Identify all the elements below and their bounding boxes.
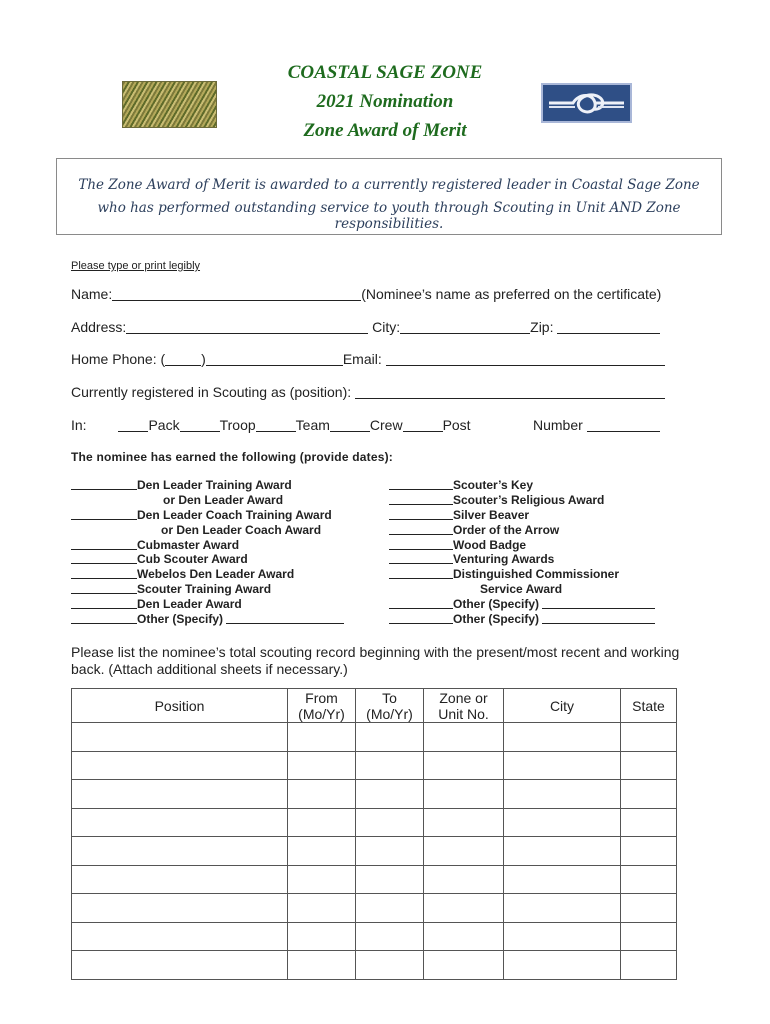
unit-row	[71, 417, 471, 433]
record-instruction: Please list the nominee’s total scouting record beginning with the present/most recent and working back. (Attach additional sheets if necessary.)	[71, 644, 680, 677]
award-item: or Den Leader Award	[163, 492, 284, 507]
table-cell[interactable]	[424, 780, 504, 809]
table-cell[interactable]	[621, 951, 677, 980]
table-cell[interactable]	[424, 894, 504, 923]
table-cell[interactable]	[72, 951, 288, 980]
intro-box	[56, 158, 722, 235]
col-position: Position	[72, 689, 288, 723]
table-row	[72, 723, 677, 752]
table-cell[interactable]	[288, 723, 356, 752]
table-cell[interactable]	[356, 808, 424, 837]
award-item: Service Award	[480, 582, 563, 597]
table-cell[interactable]	[72, 837, 288, 866]
table-cell[interactable]	[621, 894, 677, 923]
specify-field[interactable]	[226, 612, 344, 624]
team-check[interactable]	[256, 417, 296, 432]
award-date-field[interactable]	[71, 582, 137, 594]
table-cell[interactable]	[288, 837, 356, 866]
table-cell[interactable]	[72, 808, 288, 837]
table-cell[interactable]	[504, 723, 621, 752]
table-row	[72, 865, 677, 894]
award-item: Wood Badge	[453, 537, 527, 552]
award-item: Webelos Den Leader Award	[137, 567, 295, 582]
table-cell[interactable]	[504, 808, 621, 837]
table-cell[interactable]	[621, 837, 677, 866]
table-cell[interactable]	[621, 723, 677, 752]
table-cell[interactable]	[288, 808, 356, 837]
table-row	[72, 922, 677, 951]
table-cell[interactable]	[424, 837, 504, 866]
area-code-field[interactable]	[165, 351, 201, 366]
print-instruction: Please type or print legibly	[71, 260, 201, 272]
intro-line-1: The Zone Award of Merit is awarded to a currently registered leader in Coastal Sage Zone	[78, 177, 700, 193]
registered-row	[71, 384, 665, 400]
award-date-field[interactable]	[389, 508, 453, 520]
table-row	[72, 780, 677, 809]
award-date-field[interactable]	[71, 508, 137, 520]
award-date-field[interactable]	[389, 567, 453, 579]
zip-label: Zip:	[530, 319, 554, 335]
award-date-field[interactable]	[71, 597, 137, 609]
award-item: Silver Beaver	[453, 507, 530, 522]
award-item: Den Leader Award	[137, 597, 242, 612]
city-label: City:	[372, 319, 401, 335]
awards-right-list	[389, 478, 655, 627]
email-label: Email:	[342, 351, 382, 367]
award-date-field[interactable]	[389, 538, 453, 550]
table-cell[interactable]	[504, 780, 621, 809]
table-cell[interactable]	[424, 723, 504, 752]
name-label: Name:	[71, 286, 113, 302]
table-cell[interactable]	[424, 922, 504, 951]
table-cell[interactable]	[356, 894, 424, 923]
award-date-field[interactable]	[389, 493, 453, 505]
table-cell[interactable]	[356, 951, 424, 980]
award-title: Zone Award of Merit	[303, 120, 467, 141]
unit-troop: Troop	[219, 417, 256, 433]
zone-title: COASTAL SAGE ZONE	[287, 62, 483, 83]
award-item: Other (Specify)	[453, 612, 540, 627]
award-date-field[interactable]	[389, 552, 453, 564]
zip-field[interactable]	[557, 319, 660, 334]
table-cell[interactable]	[72, 723, 288, 752]
pack-check[interactable]	[118, 417, 148, 432]
table-cell[interactable]	[504, 751, 621, 780]
table-cell[interactable]	[356, 837, 424, 866]
award-item: Den Leader Training Award	[137, 478, 292, 492]
award-item: Scouter’s Religious Award	[453, 492, 605, 507]
table-cell[interactable]	[424, 751, 504, 780]
number-row	[533, 417, 660, 433]
award-item: Other (Specify)	[453, 597, 540, 612]
table-cell[interactable]	[424, 951, 504, 980]
table-cell[interactable]	[621, 780, 677, 809]
square-knot-patch-icon	[541, 83, 632, 123]
unit-team: Team	[295, 417, 330, 433]
name-note: (Nominee’s name as preferred on the certificate)	[361, 286, 662, 302]
city-field[interactable]	[400, 319, 530, 334]
name-row	[71, 286, 661, 302]
unit-pack: Pack	[148, 417, 180, 433]
award-date-field[interactable]	[71, 567, 137, 579]
in-label: In:	[71, 417, 87, 433]
award-item: or Den Leader Coach Award	[161, 522, 322, 537]
name-field[interactable]	[112, 286, 361, 301]
table-cell[interactable]	[288, 751, 356, 780]
troop-check[interactable]	[180, 417, 220, 432]
post-check[interactable]	[403, 417, 443, 432]
table-cell[interactable]	[504, 951, 621, 980]
number-label: Number	[533, 417, 583, 433]
unit-number-field[interactable]	[587, 417, 660, 432]
registered-position-field[interactable]	[355, 384, 665, 399]
award-item: Order of the Arrow	[453, 522, 560, 537]
unit-post: Post	[442, 417, 471, 433]
table-cell[interactable]	[356, 780, 424, 809]
table-cell[interactable]	[621, 922, 677, 951]
award-date-field[interactable]	[71, 478, 137, 490]
award-item: Cubmaster Award	[137, 537, 240, 552]
table-row	[72, 837, 677, 866]
table-cell[interactable]	[424, 808, 504, 837]
award-date-field[interactable]	[389, 523, 453, 535]
scouting-record-table	[71, 688, 677, 980]
col-from: From (Mo/Yr)	[288, 689, 356, 723]
table-cell[interactable]	[72, 751, 288, 780]
table-cell[interactable]	[356, 865, 424, 894]
awards-heading: The nominee has earned the following (provide dates):	[71, 450, 393, 464]
coastal-sage-photo	[122, 81, 217, 128]
award-item: Cub Scouter Award	[137, 552, 248, 567]
address-row	[71, 319, 660, 335]
table-cell[interactable]	[356, 751, 424, 780]
awards-left-list	[71, 478, 344, 627]
unit-crew: Crew	[369, 417, 403, 433]
table-cell[interactable]	[621, 808, 677, 837]
col-to: To (Mo/Yr)	[356, 689, 424, 723]
award-item: Den Leader Coach Training Award	[137, 507, 332, 522]
table-cell[interactable]	[288, 922, 356, 951]
table-row	[72, 808, 677, 837]
award-item: Distinguished Commissioner	[453, 567, 620, 582]
table-cell[interactable]	[72, 780, 288, 809]
table-cell[interactable]	[72, 922, 288, 951]
specify-field[interactable]	[542, 597, 655, 609]
table-cell[interactable]	[288, 894, 356, 923]
phone-row	[71, 351, 665, 367]
table-row	[72, 951, 677, 980]
intro-line-2: who has performed outstanding service to youth through Scouting in Unit AND Zone responsibilities.	[97, 200, 681, 232]
award-item: Scouter’s Key	[453, 478, 534, 492]
nomination-year: 2021 Nomination	[316, 91, 454, 112]
phone-label: Home Phone: (	[71, 351, 166, 367]
table-cell[interactable]	[504, 837, 621, 866]
table-row	[72, 751, 677, 780]
table-cell[interactable]	[72, 894, 288, 923]
table-cell[interactable]	[288, 780, 356, 809]
table-cell[interactable]	[288, 951, 356, 980]
email-field[interactable]	[386, 351, 665, 366]
phone-close: )	[201, 351, 206, 367]
award-item: Other (Specify)	[137, 612, 224, 627]
record-rows	[72, 723, 677, 980]
table-cell[interactable]	[288, 865, 356, 894]
award-date-field[interactable]	[71, 612, 137, 624]
award-date-field[interactable]	[389, 597, 453, 609]
registered-label: Currently registered in Scouting as (position):	[71, 384, 352, 400]
table-cell[interactable]	[72, 865, 288, 894]
table-cell[interactable]	[504, 865, 621, 894]
col-city: City	[504, 689, 621, 723]
phone-field[interactable]	[206, 351, 343, 366]
table-cell[interactable]	[356, 723, 424, 752]
col-state: State	[621, 689, 677, 723]
table-cell[interactable]	[504, 922, 621, 951]
address-field[interactable]	[126, 319, 368, 334]
table-cell[interactable]	[424, 865, 504, 894]
table-cell[interactable]	[356, 922, 424, 951]
col-zone-unit: Zone or Unit No.	[424, 689, 504, 723]
award-date-field[interactable]	[389, 478, 453, 490]
specify-field[interactable]	[542, 612, 655, 624]
award-date-field[interactable]	[389, 612, 453, 624]
award-item: Scouter Training Award	[137, 582, 272, 597]
award-item: Venturing Awards	[453, 552, 555, 567]
table-cell[interactable]	[621, 865, 677, 894]
table-cell[interactable]	[504, 894, 621, 923]
table-row	[72, 894, 677, 923]
award-date-field[interactable]	[71, 552, 137, 564]
address-label: Address:	[71, 319, 127, 335]
award-date-field[interactable]	[71, 538, 137, 550]
table-cell[interactable]	[621, 751, 677, 780]
crew-check[interactable]	[330, 417, 370, 432]
